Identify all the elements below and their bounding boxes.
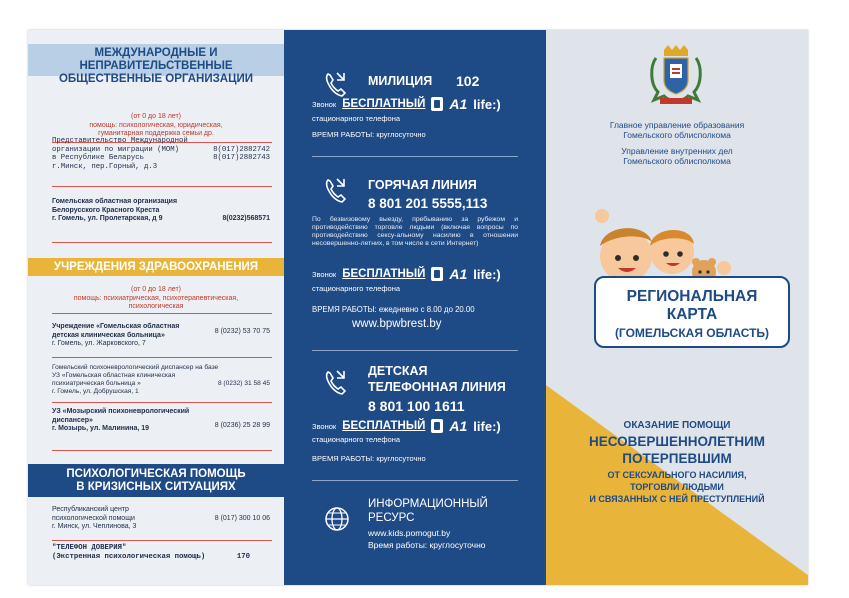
entry-childrens-hospital: Учреждение «Гомельская областная детская клиническая больница» г. Гомель, ул. Жарковского, 7 8 (0232) 53 70 75 xyxy=(52,323,270,347)
entry-red-cross: Гомельская областная организация Белорусского Красного Креста г. Гомель, ул. Пролетарская, д 9 8(0232)568571 xyxy=(52,198,270,222)
entry-psychoneuro-dispensary: Гомельский психоневрологический диспансер на базе УЗ «Гомельская областная клиническая психиатрическая больница » г. Гомель, ул. Добрушская, 1 8 (0232) 31 58 45 xyxy=(52,364,270,395)
childline-number: 8 801 100 1611 xyxy=(368,398,465,414)
life-logo: life:) xyxy=(473,418,501,434)
entry-mozyr-dispensary: УЗ «Мозырский психоневрологический диспансер» г. Мозырь, ул. Малинина, 19 8 (0236) 25 28 99 xyxy=(52,408,270,432)
help-line-4: ОТ СЕКСУАЛЬНОГО НАСИЛИЯ, xyxy=(607,470,747,480)
cover-column xyxy=(546,30,808,585)
coat-of-arms-icon xyxy=(648,44,704,106)
intl-orgs-header: МЕЖДУНАРОДНЫЕ И НЕПРАВИТЕЛЬСТВЕННЫЕ ОБЩЕСТВЕННЫЕ ОРГАНИЗАЦИИ xyxy=(28,44,284,76)
childline-hours: ВРЕМЯ РАБОТЫ: круглосуточно xyxy=(312,454,426,463)
info-link[interactable]: www.kids.pomogut.by xyxy=(368,528,451,538)
life-logo: life:) xyxy=(473,96,501,112)
entry-trust-line: "ТЕЛЕФОН ДОВЕРИЯ" (Экстренная психологическая помощь) 170 xyxy=(52,544,250,561)
interior-department: Управление внутренних дел Гомельского облисполкома xyxy=(621,146,733,166)
health-header: УЧРЕЖДЕНИЯ ЗДРАВООХРАНЕНИЯ xyxy=(28,258,284,276)
education-department: Главное управление образования Гомельского облисполкома xyxy=(609,120,745,140)
intl-orgs-note: (от 0 до 18 лет) помощь: психологическая, юридическая, гуманитарная поддержка семьи др. xyxy=(89,113,223,137)
childline-label-2: ТЕЛЕФОННАЯ ЛИНИЯ xyxy=(368,380,506,394)
directory-column xyxy=(28,30,284,585)
help-line-3: ПОТЕРПЕВШИМ xyxy=(622,451,732,466)
title-line-3: (ГОМЕЛЬСКАЯ ОБЛАСТЬ) xyxy=(614,326,770,340)
divider xyxy=(52,540,272,541)
hotline-label: ГОРЯЧАЯ ЛИНИЯ xyxy=(368,178,477,192)
a1-logo: A1 xyxy=(449,418,468,434)
info-label-1: ИНФОРМАЦИОННЫЙ xyxy=(368,498,488,510)
divider xyxy=(312,350,518,351)
entry-iom: Представительство Международной организации по миграции (МОМ) в Республике Беларусь г.Минск, пер.Горный, д.3 8(017)2882742 8(017)2882743 xyxy=(52,137,270,171)
hotline-link[interactable]: www.bpwbrest.by xyxy=(352,318,442,330)
health-note: (от 0 до 18 лет) помощь: психиатрическая, психотерапевтическая, психологическая xyxy=(73,286,239,310)
free-call-row: Звонок БЕСПЛАТНЫЙ A1 life:) xyxy=(312,418,501,434)
police-label: МИЛИЦИЯ xyxy=(368,74,433,88)
brochure xyxy=(28,30,808,585)
divider xyxy=(52,313,272,314)
globe-icon xyxy=(322,504,352,534)
childline-label-1: ДЕТСКАЯ xyxy=(368,364,428,378)
divider xyxy=(52,242,272,243)
title-line-1: РЕГИОНАЛЬНАЯ xyxy=(626,288,758,305)
hotline-number: 8 801 201 5555,113 xyxy=(368,196,488,211)
help-line-6: И СВЯЗАННЫХ С НЕЙ ПРЕСТУПЛЕНИЙ xyxy=(589,494,765,504)
divider xyxy=(312,480,518,481)
divider xyxy=(52,402,272,403)
free-call-row: Звонок БЕСПЛАТНЫЙ A1 life:) xyxy=(312,266,501,282)
crisis-header: ПСИХОЛОГИЧЕСКАЯ ПОМОЩЬ В КРИЗИСНЫХ СИТУАЦИЯХ xyxy=(28,464,284,497)
a1-logo: A1 xyxy=(449,96,468,112)
phone-icon xyxy=(322,368,352,398)
info-hours: Время работы: круглосуточно xyxy=(368,540,486,550)
free-call-row: Звонок БЕСПЛАТНЫЙ A1 life:) xyxy=(312,96,501,112)
help-line-5: ТОРГОВЛИ ЛЮДЬМИ xyxy=(630,482,724,492)
hotline-hours: ВРЕМЯ РАБОТЫ: ежедневно с 8.00 до 20.00 xyxy=(312,305,475,314)
help-line-1: ОКАЗАНИЕ ПОМОЩИ xyxy=(623,420,731,431)
hotlines-column: МИЛИЦИЯ 102 Звонок БЕСПЛАТНЫЙ A1 life:) стационарного телефона ВРЕМЯ РАБОТЫ: круглосуточно ГОРЯЧАЯ ЛИНИЯ 8 801 201 5555,113 По безвизовому выезду, пребыванию за рубежом и противодействию торговле людьми (включая вопросы по противодействию сексу-альному насилию в отношении несовершенно-летних, в том числе в сети Интернет) Звонок БЕСПЛАТНЫЙ A1 life:) стационарного телефона ВРЕМЯ РАБОТЫ: ежедневно с 8.00 до 20.00 www.bpwbrest.by ДЕТСКАЯ ТЕЛЕФОННАЯ ЛИНИЯ 8 801 100 1611 Звонок БЕСПЛАТНЫЙ A1 life:) стационарного телефона ВРЕМЯ РАБОТЫ: круглосуточно ИНФОРМАЦИОННЫЙ РЕСУРС www.kids.pomogut.by Время работы: круглосуточно xyxy=(284,30,546,585)
police-number: 102 xyxy=(456,73,480,89)
life-logo: life:) xyxy=(473,266,501,282)
mts-logo-icon xyxy=(431,419,443,433)
divider xyxy=(52,450,272,451)
divider xyxy=(52,357,272,358)
divider xyxy=(52,186,272,187)
entry-psych-center: Республиканский центр психологической помощи г. Минск, ул. Чеплинова, 3 8 (017) 300 10 06 xyxy=(52,506,270,530)
phone-icon xyxy=(322,176,352,206)
a1-logo: A1 xyxy=(449,266,468,282)
mts-logo-icon xyxy=(431,267,443,281)
title-line-2: КАРТА xyxy=(666,306,718,323)
police-hours: ВРЕМЯ РАБОТЫ: круглосуточно xyxy=(312,130,426,139)
mts-logo-icon xyxy=(431,97,443,111)
hotline-description: По безвизовому выезду, пребыванию за рубежом и противодействию торговле людьми (включая вопросы по противодействию сексу-альному насилию в отношении несовершенно-летних, в том числе в сети Интернет) xyxy=(312,216,518,247)
divider xyxy=(312,156,518,157)
help-line-2: НЕСОВЕРШЕННОЛЕТНИМ xyxy=(588,434,766,449)
info-label-2: РЕСУРС xyxy=(368,512,415,524)
